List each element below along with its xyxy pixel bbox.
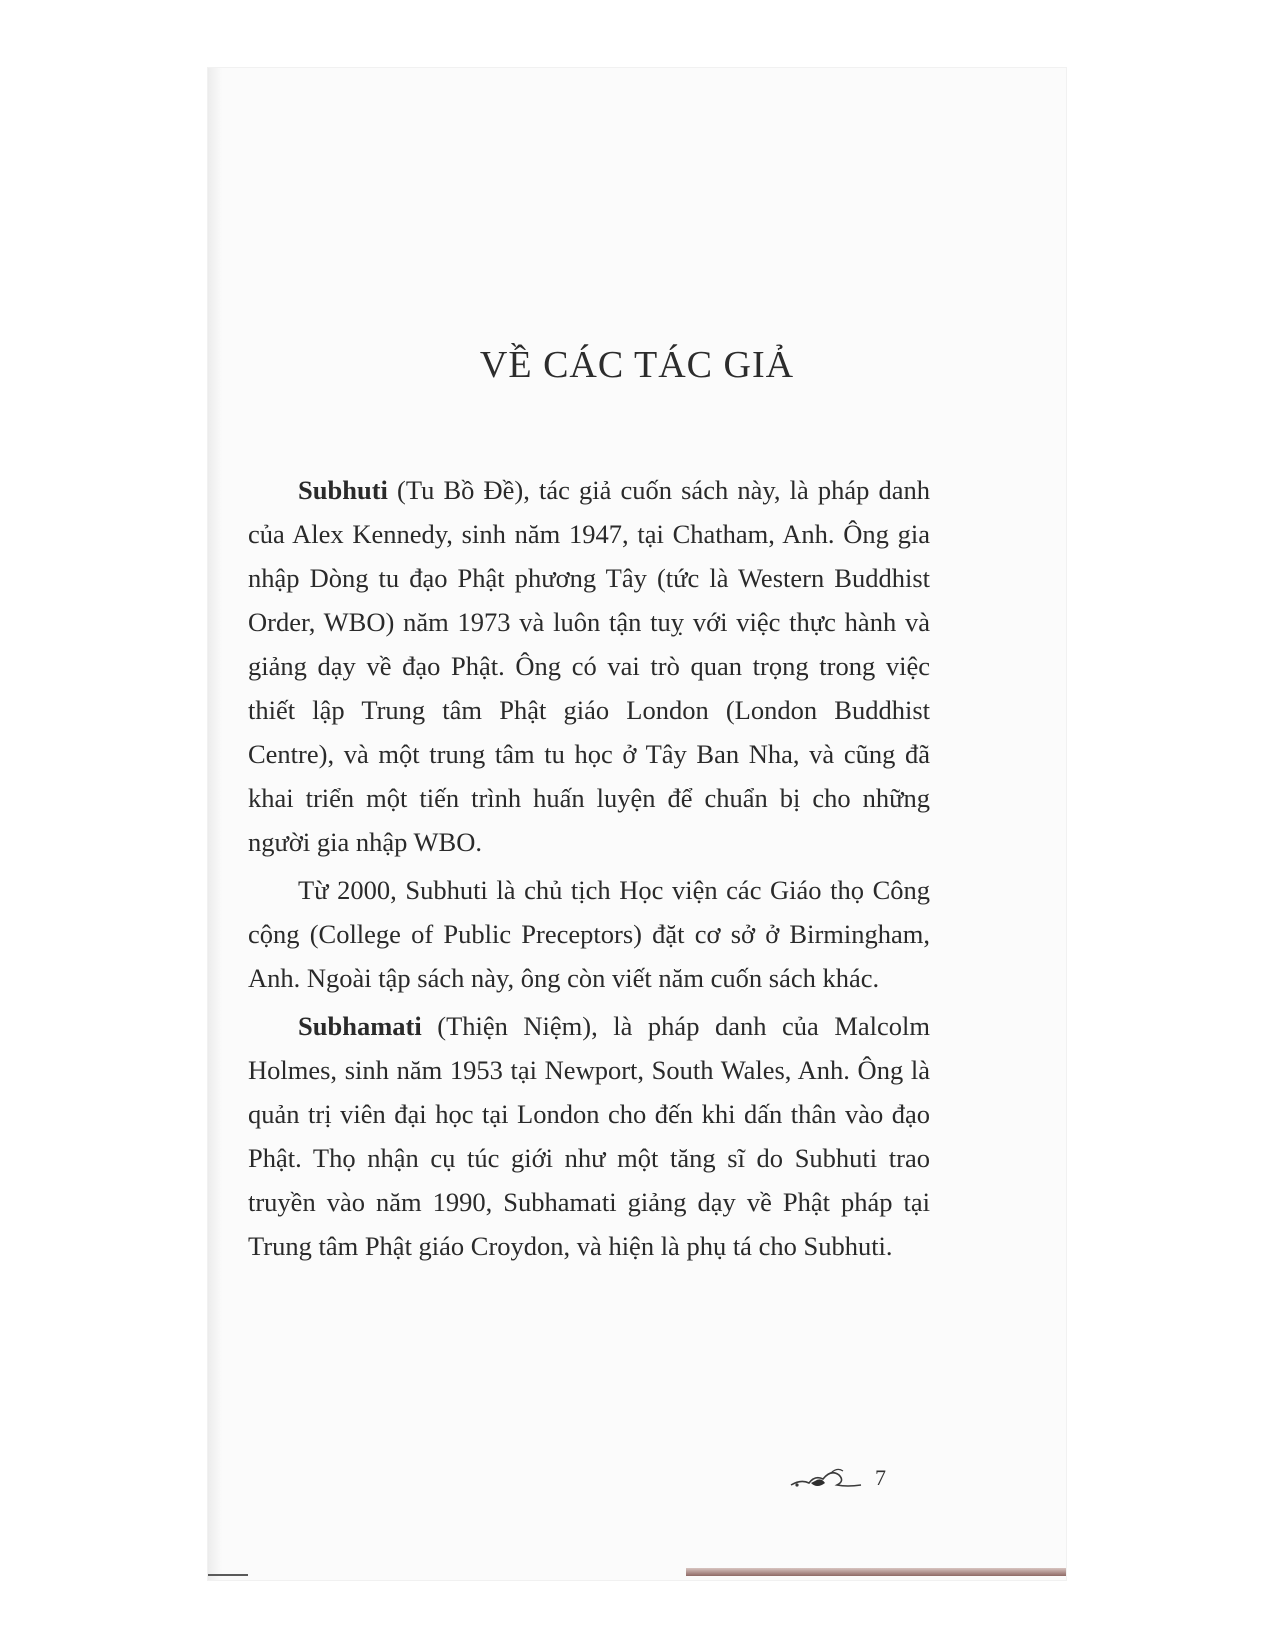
body-text [248,468,930,1272]
paragraph-subhamati [248,1004,930,1268]
author-name-subhuti: Subhuti [298,475,388,505]
flourish-icon [787,1463,867,1493]
page-title: VỀ CÁC TÁC GIẢ [479,344,795,386]
paragraph-text: (Thiện Niệm), là pháp danh của Malcolm Holmes, sinh năm 1953 tại Newport, South Wales, Anh. Ông là quản trị viên đại học tại London cho đến khi dấn thân vào đạo Phật. Thọ nhận cụ túc giới như một tăng sĩ do Subhuti trao truyền vào năm 1990, Subhamati giảng dạy về Phật pháp tại Trung tâm Phật giáo Croydon, và hiện là phụ tá cho Subhuti. [248,1011,930,1261]
book-page [208,68,1066,1580]
page-number: 7 [875,1465,886,1490]
book-cover-edge [686,1568,1066,1576]
paragraph-text: (Tu Bồ Đề), tác giả cuốn sách này, là pháp danh của Alex Kennedy, sinh năm 1947, tại Chatham, Anh. Ông gia nhập Dòng tu đạo Phật phương Tây (tức là Western Buddhist Order, WBO) năm 1973 và luôn tận tuỵ với việc thực hành và giảng dạy về đạo Phật. Ông có vai trò quan trọng trong việc thiết lập Trung tâm Phật giáo London (London Buddhist Centre), và một trung tâm tu học ở Tây Ban Nha, và cũng đã khai triển một tiến trình huấn luyện để chuẩn bị cho những người gia nhập WBO. [248,475,930,857]
paragraph-subhuti [248,468,930,864]
page-footer [787,1463,886,1493]
author-name-subhamati: Subhamati [298,1011,422,1041]
paragraph-text: Từ 2000, Subhuti là chủ tịch Học viện các Giáo thọ Công cộng (College of Public Preceptors) đặt cơ sở ở Birmingham, Anh. Ngoài tập sách này, ông còn viết năm cuốn sách khác. [248,875,930,993]
page-edge-line [208,1574,248,1576]
paragraph-subhuti-2000 [248,868,930,1000]
page-gutter-shadow [208,68,222,1580]
